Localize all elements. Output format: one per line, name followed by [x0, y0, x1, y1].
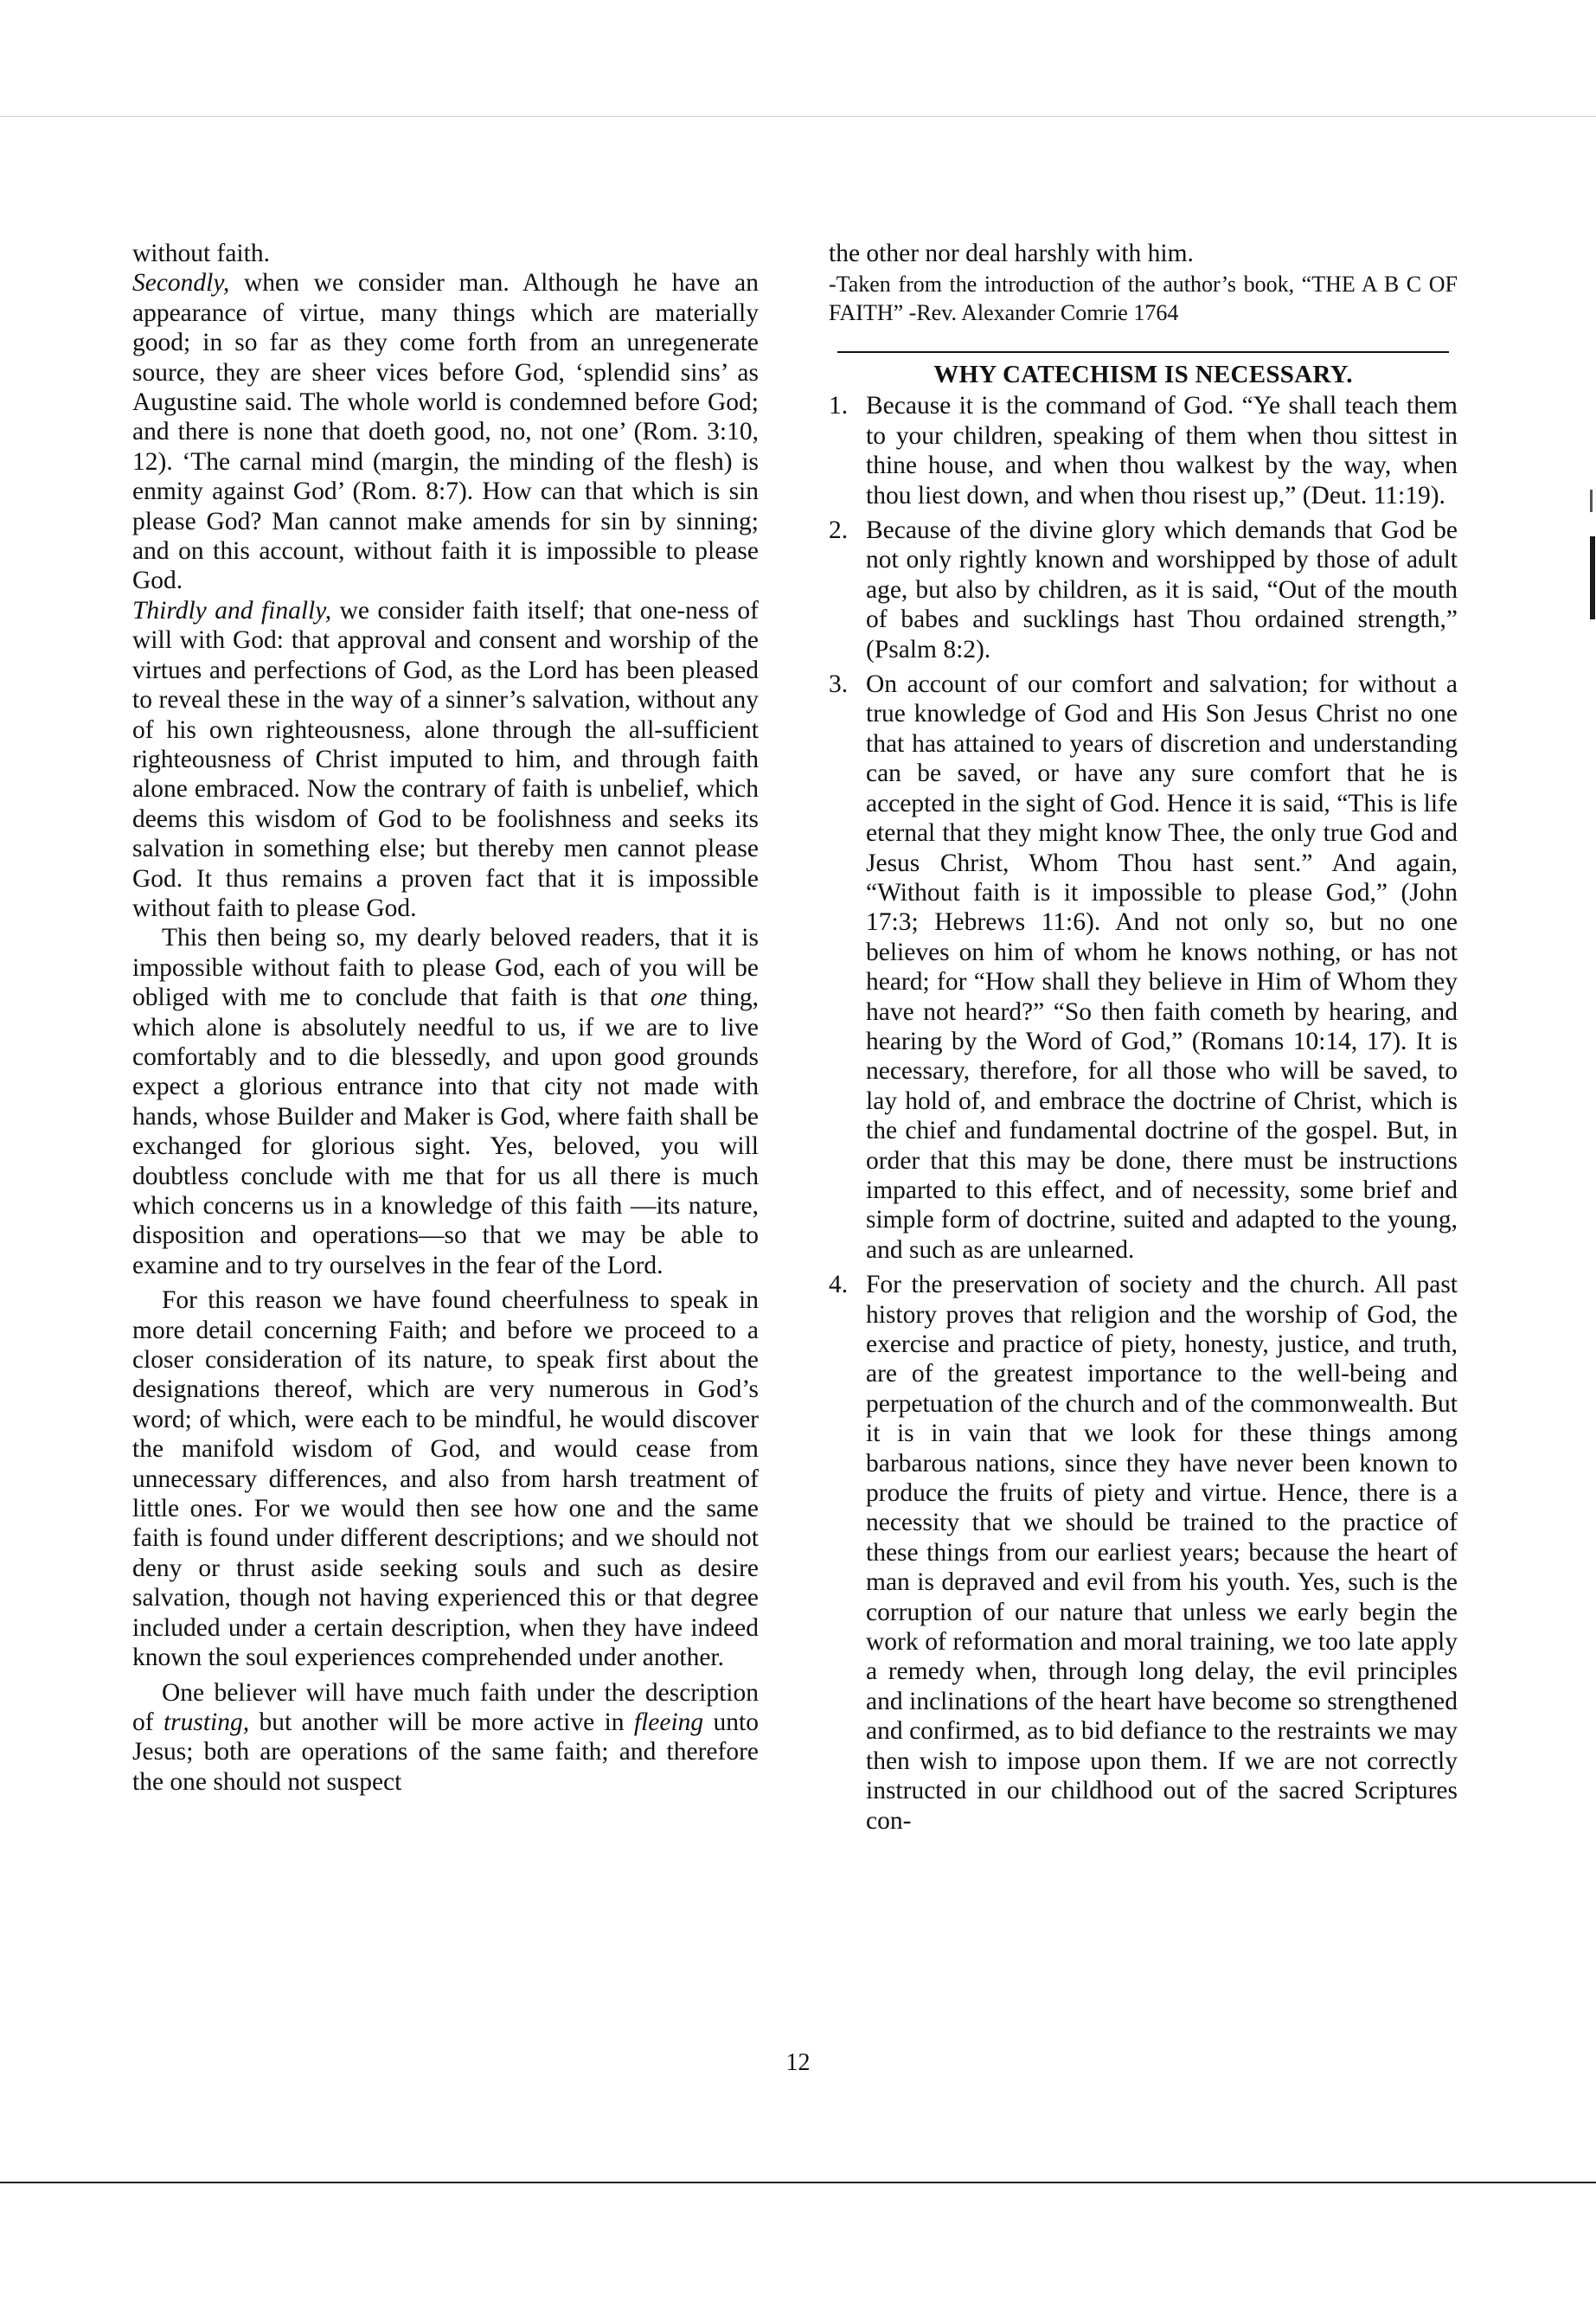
- scan-border-bottom: [0, 2182, 1596, 2183]
- section-divider: [837, 351, 1449, 353]
- paragraph-thirdly: [132, 596, 759, 923]
- paragraph-continuation: the other nor deal harshly with him.: [829, 240, 1194, 267]
- scan-border-top: [0, 116, 1596, 117]
- list-item-text: Because it is the command of God. “Ye shall teach them to your children, speaking of them when thou sittest in thine house, and when thou walkest by the way, when thou liest down, and when thou risest up,” (Deut. 11:19).: [866, 392, 1458, 510]
- right-column: [829, 239, 1458, 1836]
- paragraph-believer: [132, 1678, 759, 1798]
- paragraph-continuation: without faith.: [132, 240, 270, 267]
- list-item: [829, 670, 1458, 1265]
- emphasis-text: fleeing: [633, 1708, 704, 1736]
- list-number: 4.: [829, 1271, 849, 1299]
- paragraph-lead: Thirdly and finally,: [132, 596, 332, 625]
- left-column: [132, 239, 759, 1797]
- reasons-list: [829, 391, 1458, 1836]
- emphasis-text: one: [650, 984, 688, 1012]
- paragraph-text: This then being so, my dearly beloved readers, that it is impossible without faith to please God, each of you will be obliged with me to conclude that faith is that: [132, 924, 759, 1012]
- scan-edge-mark: [1590, 536, 1595, 619]
- paragraph-text: when we consider man. Although he have an appearance of virtue, many things which are materially good; in so far as they come forth from an unregenerate source, they are sheer vices before God, ‘splendid sins’ as Augustine said. The whole world is condemned before God; and there is none that doeth good, no, not one’ (Rom. 3:10, 12). ‘The carnal mind (margin, the minding of the flesh) is enmity against God’ (Rom. 8:7). How can that which is sin please God? Man cannot make amends for sin by sinning; and on this account, without faith it is impossible to please God.: [132, 269, 759, 595]
- emphasis-text: trusting,: [163, 1708, 250, 1736]
- list-item-text: On account of our comfort and salvation; for without a true knowledge of God and His Son Jesus Christ no one that has attained to years of discretion and understanding can be saved, or have any sure comfort that he is accepted in the sight of God. Hence it is said, “This is life eternal that they might know Thee, the only true God and Jesus Christ, Whom Thou hast sent.” And again, “Without faith is it impossible to please God,” (John 17:3; Hebrews 11:6). And not only so, but no one believes on him of whom he knows nothing, or has not heard; for “How shall they believe in Him of Whom they have not heard?” “So then faith cometh by hearing, and hearing by the Word of God,” (Romans 10:14, 17). It is necessary, therefore, for all those who will be saved, to lay hold of, and embrace the doctrine of Christ, which is the chief and fundamental doctrine of the gospel. But, in order that this may be done, there must be instructions imparted to this effect, and of necessity, some brief and simple form of doctrine, suited and adapted to the young, and such as are unlearned.: [866, 670, 1458, 1264]
- paragraph-lead: Secondly,: [132, 269, 230, 298]
- paragraph-text: unto Jesus; both are operations of the same faith; and therefore the one should not suspect: [132, 1708, 759, 1796]
- scan-edge-mark: [1590, 490, 1593, 512]
- source-citation: -Taken from the introduction of the author’s book, “THE A B C OF FAITH” -Rev. Alexander Comrie 1764: [829, 272, 1458, 326]
- paragraph-text: One believer will have much faith under the description of: [132, 1678, 759, 1736]
- list-item-text: For the preservation of society and the church. All past history proves that religion and the worship of God, the exercise and practice of piety, honesty, justice, and truth, are of the greatest importance to the well-being and perpetuation of the church and of the commonwealth. But it is in vain that we look for these things among barbarous nations, since they have never been known to produce the fruits of piety and virtue. Hence, there is a necessity that we should be trained to the practice of these things from our earliest years; because the heart of man is depraved and evil from his youth. Yes, such is the corruption of our nature that unless we early begin the work of reformation and moral training, we too late apply a remedy when, through long delay, the evil principles and inclinations of the heart have become so strengthened and confirmed, as to bid defiance to the restraints we may then wish to impose upon them. If we are not correctly instructed in our childhood out of the sacred Scriptures con-: [866, 1271, 1458, 1835]
- list-item-text: Because of the divine glory which demands that God be not only rightly known and worshipped by those of adult age, but also by children, as it is said, “Out of the mouth of babes and sucklings hast Thou ordained strength,” (Psalm 8:2).: [866, 516, 1458, 663]
- paragraph-text: we consider faith itself; that one-ness of will with God: that approval and consent and worship of the virtues and perfections of God, as the Lord has been pleased to reveal these in the way of a sinner’s salvation, without any of his own righteousness, alone through the all-sufficient righteousness of Christ imputed to him, and through faith alone embraced. Now the contrary of faith is unbelief, which deems this wisdom of God to be foolishness and seeks its salvation in something else; but thereby men cannot please God. It thus remains a proven fact that it is impossible without faith to please God.: [132, 596, 759, 922]
- paragraph-text: thing, which alone is absolutely needful to us, if we are to live comfortably and to die blessedly, and upon good grounds expect a glorious entrance into that city not made with hands, whose Builder and Maker is God, where faith shall be exchanged for glorious sight. Yes, beloved, you will doubtless conclude with me that for us all there is much which concerns us in a knowledge of this faith —its nature, disposition and operations—so that we may be able to examine and to try ourselves in the fear of the Lord.: [132, 984, 759, 1279]
- list-number: 1.: [829, 392, 849, 420]
- list-item: [829, 516, 1458, 664]
- list-item: [829, 391, 1458, 510]
- paragraph-designations: For this reason we have found cheerfulness to speak in more detail concerning Faith; and before we proceed to a closer consideration of its nature, to speak first about the designations thereof, which are very numerous in God’s word; of which, were each to be mindful, he would discover the manifold wisdom of God, and would cease from unnecessary differences, and also from harsh treatment of little ones. For we would then see how one and the same faith is found under different descriptions; and we should not deny or thrust aside seeking souls and such as desire salvation, though not having experienced this or that degree included under a certain description, when they have indeed known the soul experiences comprehended under another.: [132, 1286, 759, 1672]
- list-item: [829, 1270, 1458, 1836]
- list-number: 2.: [829, 516, 849, 545]
- section-heading: WHY CATECHISM IS NECESSARY.: [933, 361, 1353, 389]
- paragraph-conclusion: [132, 923, 759, 1280]
- paragraph-secondly: [132, 268, 759, 595]
- page-number: 12: [785, 2049, 811, 2076]
- paragraph-text: but another will be more active in: [249, 1708, 634, 1736]
- list-number: 3.: [829, 670, 849, 699]
